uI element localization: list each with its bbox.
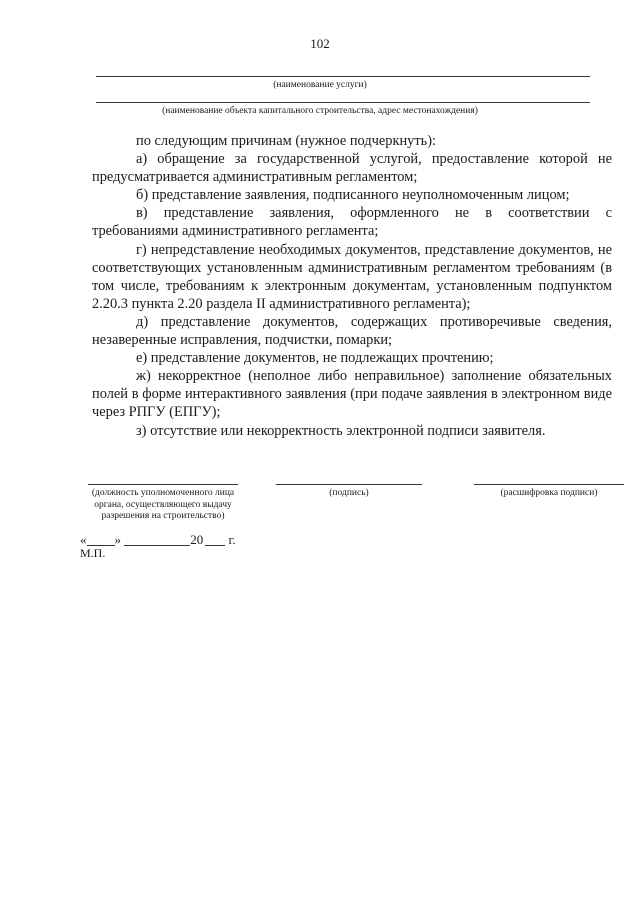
decryption-caption: (расшифровка подписи) — [500, 488, 598, 498]
reason-a: а) обращение за государственной услугой, предоставление которой не предусматривается административным регламентом; — [92, 151, 612, 186]
page-number: 102 — [310, 36, 330, 51]
stamp-label: М.П. — [80, 546, 106, 560]
signature-caption: (подпись) — [329, 488, 369, 498]
month-blank — [124, 533, 190, 546]
signature-line — [276, 484, 422, 485]
reason-zh: ж) некорректное (неполное либо неправильное) заполнение обязательных полей в форме интерактивного заявления (при подаче заявления в электронном виде через РПГУ (ЕПГУ); — [92, 368, 612, 421]
decryption-line — [474, 484, 624, 485]
reason-d: д) представление документов, содержащих противоречивые сведения, незаверенные исправления, подчистки, помарки; — [92, 313, 612, 349]
reason-b: б) представление заявления, подписанного неуполномоченным лицом; — [136, 187, 570, 204]
service-name-caption: (наименование услуги) — [273, 80, 367, 90]
refusal-reasons — [92, 132, 612, 440]
date-close-quote: » — [114, 532, 121, 547]
position-caption: (должность уполномоченного лица органа, осуществляющего выдачу разрешения на строительство) — [91, 488, 235, 521]
reason-v: в) представление заявления, оформленного не в соответствии с требованиями административного регламента; — [92, 205, 612, 240]
date-open-quote: « — [80, 532, 87, 547]
service-name-line — [96, 76, 590, 77]
reason-e: е) представление документов, не подлежащих прочтению; — [136, 350, 494, 367]
position-line — [88, 484, 238, 485]
year-blank — [205, 533, 225, 546]
reason-z: з) отсутствие или некорректность электронной подписи заявителя. — [136, 422, 546, 439]
reason-g: г) непредставление необходимых документов, представление документов, не соответствующих установленным административным регламентом требованиям (в том числе, требованиям к электронным документам, установленным подпунктом 2.20.3 пункта 2.20 раздела II административного регламента); — [92, 241, 612, 312]
year-suffix: г. — [228, 532, 236, 547]
reasons-intro: по следующим причинам (нужное подчеркнуть): — [136, 133, 436, 149]
year-prefix: 20 — [190, 532, 204, 547]
object-name-caption: (наименование объекта капитального строительства, адрес местонахождения) — [162, 106, 478, 116]
day-blank — [87, 533, 115, 546]
object-name-line — [96, 102, 590, 103]
